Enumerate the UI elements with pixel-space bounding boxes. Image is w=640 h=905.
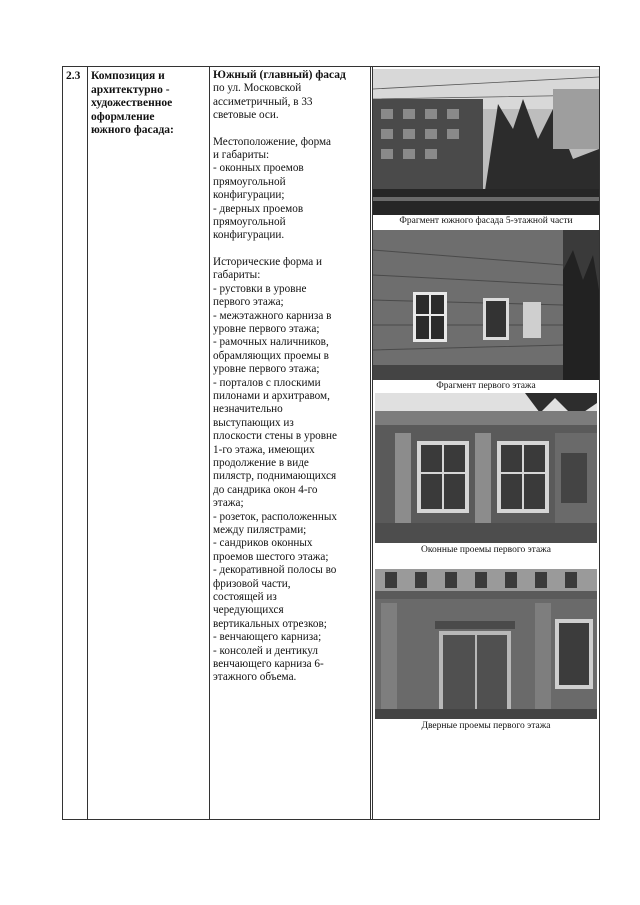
- photo-facade-5-storey: [373, 69, 599, 215]
- desc-line: Исторические форма и: [213, 255, 323, 268]
- desc-line: пилонами и архитравом,: [213, 389, 330, 402]
- desc-line: уровне первого этажа;: [213, 322, 320, 335]
- desc-line: - венчающего карниза;: [213, 631, 322, 644]
- desc-line: состоящей из: [213, 591, 277, 604]
- desc-line: - оконных проемов: [213, 162, 304, 175]
- row-title-line: южного фасада:: [91, 124, 174, 136]
- desc-line: чередующихся: [213, 604, 284, 617]
- desc-line: прямоугольной: [213, 175, 286, 188]
- desc-line: - декоративной полосы во: [213, 564, 337, 577]
- desc-line: обрамляющих проемы в: [213, 349, 329, 362]
- desc-line: и габариты:: [213, 149, 270, 162]
- desc-line: - межэтажного карниза в: [213, 309, 332, 322]
- row-number: 2.3: [66, 70, 81, 82]
- column-divider-1: [87, 67, 88, 819]
- desc-line: прямоугольной: [213, 216, 286, 229]
- caption-photo-1: Фрагмент южного фасада 5-этажной части: [399, 216, 573, 226]
- desc-line: - розеток, расположенных: [213, 510, 337, 523]
- facade-heading: Южный (главный) фасад: [213, 69, 346, 81]
- description-table: [62, 66, 600, 820]
- photo-windows: [375, 393, 597, 543]
- desc-line: проемов шестого этажа;: [213, 550, 329, 563]
- desc-line: пилястр, поднимающихся: [213, 470, 337, 483]
- row-title-line: архитектурно -: [91, 83, 170, 96]
- desc-line: конфигурации.: [213, 229, 285, 242]
- desc-line: габариты:: [213, 269, 261, 282]
- row-title-line: Композиция и: [91, 70, 165, 82]
- photo-first-floor: [373, 230, 599, 380]
- caption-photo-4: Дверные проемы первого этажа: [421, 721, 551, 731]
- row-title-line: оформление: [91, 110, 155, 123]
- desc-line: фризовой части,: [213, 577, 291, 590]
- desc-line: этажа;: [213, 497, 244, 510]
- desc-line: первого этажа;: [213, 296, 284, 309]
- desc-line: Местоположение, форма: [213, 135, 331, 148]
- desc-line: продолжение в виде: [213, 456, 309, 469]
- caption-photo-3: Оконные проемы первого этажа: [421, 545, 551, 555]
- desc-line: выступающих из: [213, 416, 294, 429]
- caption-photo-2: Фрагмент первого этажа: [436, 381, 536, 391]
- desc-line: между пилястрами;: [213, 524, 307, 536]
- desc-line: вертикальных отрезков;: [213, 617, 327, 630]
- desc-line: 1-го этажа, имеющих: [213, 443, 315, 456]
- location-section: [213, 136, 369, 243]
- desc-line: по ул. Московской: [213, 82, 302, 95]
- row-title-line: художественное: [91, 97, 173, 109]
- historic-section: [213, 256, 369, 685]
- desc-line: незначительно: [213, 403, 283, 416]
- desc-line: плоскости стены в уровне: [213, 430, 338, 443]
- desc-line: венчающего карниза 6-: [213, 658, 324, 671]
- desc-line: уровне первого этажа;: [213, 363, 320, 376]
- desc-line: - сандриков оконных: [213, 537, 313, 550]
- desc-line: - рустовки в уровне: [213, 282, 307, 295]
- desc-line: до сандрика окон 4-го: [213, 483, 318, 496]
- desc-line: - порталов с плоскими: [213, 376, 321, 389]
- desc-line: - дверных проемов: [213, 202, 304, 215]
- photo-doors: [375, 569, 597, 719]
- desc-line: - рамочных наличников,: [213, 336, 329, 349]
- row-title: [91, 70, 209, 138]
- column-divider-2: [209, 67, 210, 819]
- desc-line: световые оси.: [213, 109, 279, 122]
- desc-line: - консолей и дентикул: [213, 644, 318, 657]
- facade-description: [213, 69, 369, 685]
- desc-line: этажного объема.: [213, 671, 297, 684]
- desc-line: ассиметричный, в 33: [213, 95, 313, 108]
- desc-line: конфигурации;: [213, 189, 285, 202]
